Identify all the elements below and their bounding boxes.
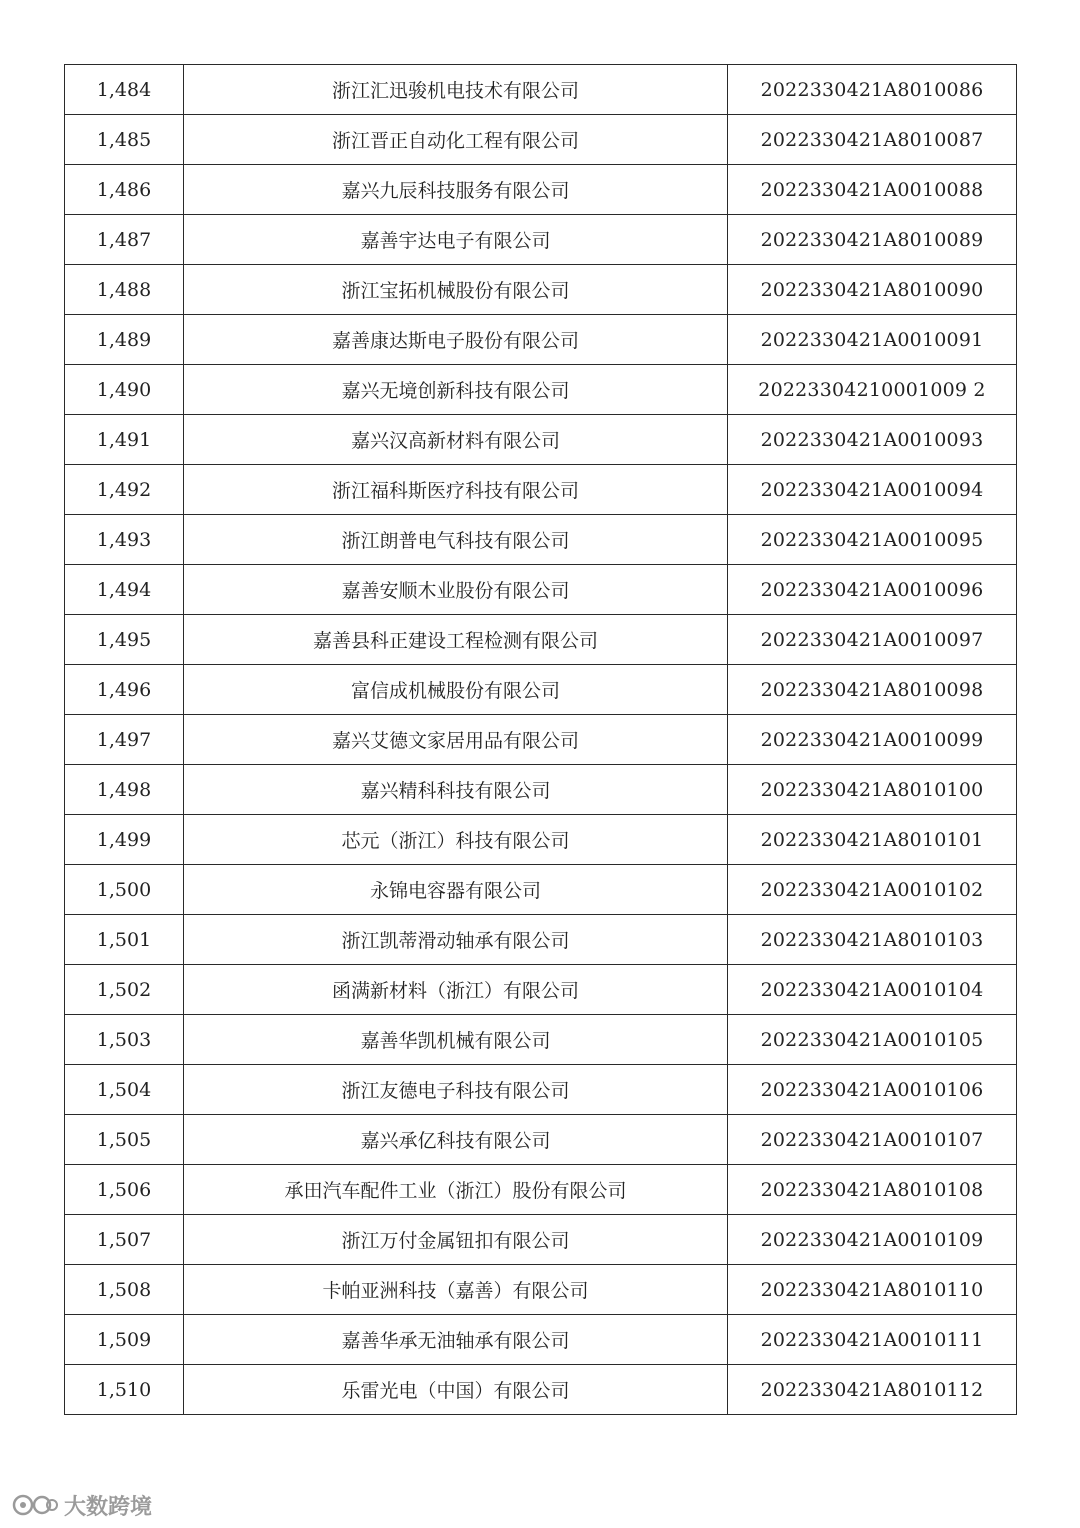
table-row [65, 115, 1017, 165]
row-index-cell: 1,498 [65, 765, 184, 815]
registration-code-cell: 2022330421A0010099 [728, 715, 1017, 765]
company-name-cell: 函满新材料（浙江）有限公司 [184, 965, 728, 1015]
table-row [65, 965, 1017, 1015]
company-name-cell: 永锦电容器有限公司 [184, 865, 728, 915]
company-name-cell: 嘉善宇达电子有限公司 [184, 215, 728, 265]
registration-code-cell: 2022330421A0010095 [728, 515, 1017, 565]
company-name-cell: 嘉善安顺木业股份有限公司 [184, 565, 728, 615]
company-name-cell: 浙江汇迅骏机电技术有限公司 [184, 65, 728, 115]
registration-code-cell: 20223304210001009 2 [728, 365, 1017, 415]
company-name-cell: 嘉兴精科科技有限公司 [184, 765, 728, 815]
row-index-cell: 1,489 [65, 315, 184, 365]
row-index-cell: 1,501 [65, 915, 184, 965]
row-index-cell: 1,500 [65, 865, 184, 915]
table-row [65, 265, 1017, 315]
table-row [65, 1265, 1017, 1315]
registration-code-cell: 2022330421A0010096 [728, 565, 1017, 615]
table-row [65, 1015, 1017, 1065]
registration-code-cell: 2022330421A8010110 [728, 1265, 1017, 1315]
registration-code-cell: 2022330421A0010111 [728, 1315, 1017, 1365]
company-name-cell: 浙江友德电子科技有限公司 [184, 1065, 728, 1115]
registration-code-cell: 2022330421A8010098 [728, 665, 1017, 715]
row-index-cell: 1,487 [65, 215, 184, 265]
company-name-cell: 嘉兴无境创新科技有限公司 [184, 365, 728, 415]
registration-code-cell: 2022330421A0010106 [728, 1065, 1017, 1115]
company-name-cell: 嘉兴艾德文家居用品有限公司 [184, 715, 728, 765]
table-row [65, 315, 1017, 365]
company-name-cell: 嘉善县科正建设工程检测有限公司 [184, 615, 728, 665]
table-row [65, 615, 1017, 665]
company-name-cell: 浙江晋正自动化工程有限公司 [184, 115, 728, 165]
table-row [65, 765, 1017, 815]
registration-code-cell: 2022330421A8010086 [728, 65, 1017, 115]
row-index-cell: 1,504 [65, 1065, 184, 1115]
registration-code-cell: 2022330421A8010089 [728, 215, 1017, 265]
row-index-cell: 1,509 [65, 1315, 184, 1365]
company-name-cell: 嘉善华承无油轴承有限公司 [184, 1315, 728, 1365]
table-row [65, 465, 1017, 515]
registration-code-cell: 2022330421A0010105 [728, 1015, 1017, 1065]
company-name-cell: 卡帕亚洲科技（嘉善）有限公司 [184, 1265, 728, 1315]
row-index-cell: 1,492 [65, 465, 184, 515]
registration-code-cell: 2022330421A8010103 [728, 915, 1017, 965]
registration-code-cell: 2022330421A0010109 [728, 1215, 1017, 1265]
table-row [65, 1165, 1017, 1215]
row-index-cell: 1,485 [65, 115, 184, 165]
table-row [65, 1065, 1017, 1115]
table-row [65, 565, 1017, 615]
company-name-cell: 芯元（浙江）科技有限公司 [184, 815, 728, 865]
company-name-cell: 浙江福科斯医疗科技有限公司 [184, 465, 728, 515]
row-index-cell: 1,486 [65, 165, 184, 215]
registration-code-cell: 2022330421A0010091 [728, 315, 1017, 365]
company-name-cell: 嘉兴承亿科技有限公司 [184, 1115, 728, 1165]
watermark-text: 大数跨境 [64, 1494, 153, 1520]
row-index-cell: 1,505 [65, 1115, 184, 1165]
registration-code-cell: 2022330421A0010097 [728, 615, 1017, 665]
table-row [65, 865, 1017, 915]
company-name-cell: 嘉兴九辰科技服务有限公司 [184, 165, 728, 215]
registration-code-cell: 2022330421A8010087 [728, 115, 1017, 165]
row-index-cell: 1,491 [65, 415, 184, 465]
table-body [65, 65, 1017, 1415]
registration-code-cell: 2022330421A0010093 [728, 415, 1017, 465]
registration-code-cell: 2022330421A0010107 [728, 1115, 1017, 1165]
registration-code-cell: 2022330421A8010112 [728, 1365, 1017, 1415]
company-name-cell: 嘉善康达斯电子股份有限公司 [184, 315, 728, 365]
registration-code-cell: 2022330421A0010094 [728, 465, 1017, 515]
table-row [65, 365, 1017, 415]
company-name-cell: 嘉善华凯机械有限公司 [184, 1015, 728, 1065]
table-row [65, 715, 1017, 765]
company-name-cell: 乐雷光电（中国）有限公司 [184, 1365, 728, 1415]
registration-code-cell: 2022330421A0010104 [728, 965, 1017, 1015]
row-index-cell: 1,508 [65, 1265, 184, 1315]
row-index-cell: 1,503 [65, 1015, 184, 1065]
row-index-cell: 1,506 [65, 1165, 184, 1215]
company-name-cell: 浙江万付金属钮扣有限公司 [184, 1215, 728, 1265]
table-row [65, 65, 1017, 115]
registration-code-cell: 2022330421A8010101 [728, 815, 1017, 865]
row-index-cell: 1,502 [65, 965, 184, 1015]
registration-code-cell: 2022330421A8010090 [728, 265, 1017, 315]
watermark [12, 1490, 152, 1520]
company-name-cell: 浙江凯蒂滑动轴承有限公司 [184, 915, 728, 965]
table-row [65, 815, 1017, 865]
company-name-cell: 承田汽车配件工业（浙江）股份有限公司 [184, 1165, 728, 1215]
row-index-cell: 1,495 [65, 615, 184, 665]
company-name-cell: 嘉兴汉高新材料有限公司 [184, 415, 728, 465]
company-name-cell: 浙江宝拓机械股份有限公司 [184, 265, 728, 315]
row-index-cell: 1,510 [65, 1365, 184, 1415]
row-index-cell: 1,484 [65, 65, 184, 115]
registration-code-cell: 2022330421A0010088 [728, 165, 1017, 215]
row-index-cell: 1,507 [65, 1215, 184, 1265]
row-index-cell: 1,490 [65, 365, 184, 415]
table-row [65, 215, 1017, 265]
row-index-cell: 1,496 [65, 665, 184, 715]
row-index-cell: 1,499 [65, 815, 184, 865]
registration-code-cell: 2022330421A8010108 [728, 1165, 1017, 1215]
table-row [65, 515, 1017, 565]
table-row [65, 1215, 1017, 1265]
table-row [65, 1315, 1017, 1365]
registration-code-cell: 2022330421A8010100 [728, 765, 1017, 815]
company-name-cell: 浙江朗普电气科技有限公司 [184, 515, 728, 565]
company-registry-table [64, 64, 1017, 1415]
row-index-cell: 1,493 [65, 515, 184, 565]
row-index-cell: 1,494 [65, 565, 184, 615]
row-index-cell: 1,497 [65, 715, 184, 765]
table-row [65, 165, 1017, 215]
table-row [65, 415, 1017, 465]
table-row [65, 665, 1017, 715]
table-row [65, 1115, 1017, 1165]
registration-code-cell: 2022330421A0010102 [728, 865, 1017, 915]
brand-logo-icon [12, 1491, 58, 1519]
table-row [65, 1365, 1017, 1415]
table-row [65, 915, 1017, 965]
row-index-cell: 1,488 [65, 265, 184, 315]
company-name-cell: 富信成机械股份有限公司 [184, 665, 728, 715]
